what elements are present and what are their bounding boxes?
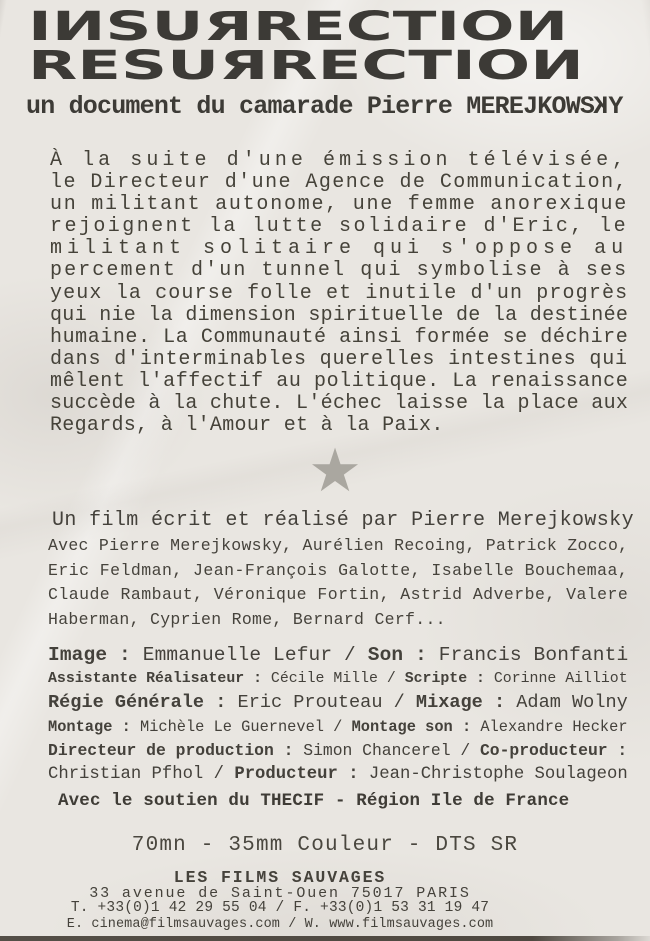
credits-line <box>48 715 628 739</box>
synopsis-line: militant solitaire qui s'oppose au <box>50 237 629 261</box>
phone-fax-line: T. +33(0)1 42 29 55 04 / F. +33(0)1 53 31 19 47 <box>70 900 490 917</box>
credit-name: Eric Prouteau / <box>226 691 416 713</box>
subtitle-text: un document du camarade Pierre MEREJKOWS <box>26 92 595 121</box>
synopsis-line: humaine. La Communauté ainsi formée se déchire <box>50 325 629 349</box>
credit-name: Corinne Ailliot <box>484 670 628 687</box>
cast-line: Haberman, Cyprien Rome, Bernard Cerf... <box>48 610 446 629</box>
credits-line <box>48 667 628 691</box>
credit-role-label: Assistante Réalisateur : <box>48 670 263 687</box>
credit-name: Emmanuelle Lefur / <box>130 643 368 666</box>
credit-name: Simon Chancerel / <box>293 740 480 760</box>
synopsis-line: un militant autonome, une femme anorexique <box>50 193 629 217</box>
synopsis-line: succède à la chute. L'échec laisse la place aux <box>50 392 629 416</box>
support-line: Avec le soutien du THECIF - Région Ile de France <box>58 791 570 812</box>
directed-by-text: Un film écrit et réalisé par Pierre Merejkowsky <box>52 509 634 533</box>
cast-line: Eric Feldman, Jean-François Galotte, Isabelle Bouchemaa, <box>48 560 629 580</box>
subtitle-text-end: Y <box>608 92 623 121</box>
synopsis-line: À la suite d'une émission télévisée, <box>50 149 629 172</box>
synopsis-line: dans d'interminables querelles intestines qui <box>50 347 628 371</box>
credit-role-label: Scripte : <box>404 670 485 687</box>
credit-name: Christian Pfhol / <box>48 765 235 785</box>
synopsis-line: qui nie la dimension spirituelle de la destinée <box>50 303 629 327</box>
credits-line <box>48 643 628 667</box>
cast-list <box>48 534 628 632</box>
footer-contact-block <box>0 870 560 932</box>
synopsis-line: Regards, à l'Amour et à la Paix. <box>50 414 444 438</box>
credits-line <box>48 739 628 763</box>
credit-role-label: Régie Générale : <box>48 691 227 713</box>
credit-role-label: Montage son : <box>351 717 472 736</box>
credit-name: Alexandre Hecker <box>471 717 628 736</box>
star-icon: ★ <box>308 436 362 507</box>
scan-bottom-edge <box>0 936 650 941</box>
technical-credits <box>48 643 628 788</box>
cast-line: Avec Pierre Merejkowsky, Aurélien Recoing, Patrick Zocco, <box>48 536 629 556</box>
synopsis-line: rejoignent la lutte solidaire d'Eric, le <box>50 215 629 239</box>
subtitle-mirrored-letter: K <box>594 92 609 121</box>
credits-line <box>48 763 628 787</box>
company-name: LES FILMS SAUVAGES <box>173 868 387 888</box>
cast-line: Claude Rambaut, Véronique Fortin, Astrid Adverbe, Valere <box>48 585 629 605</box>
directed-by-line <box>52 509 634 533</box>
credit-role-label: Image : <box>48 643 131 666</box>
synopsis-line: le Directeur d'une Agence de Communication, <box>50 171 629 195</box>
company-address: 33 avenue de Saint-Ouen 75017 PARIS <box>89 885 471 903</box>
film-title-line1-text: IИSUЯRECTIOИ <box>28 4 569 50</box>
synopsis-line: percement d'un tunnel qui symbolise à ses <box>50 259 629 283</box>
credit-name: Cécile Mille / <box>262 670 405 687</box>
credit-role-label: Co-producteur : <box>479 740 628 760</box>
film-title-line2-text: RESUЯRECTIOИ <box>28 43 584 89</box>
credit-role-label: Directeur de production : <box>48 740 294 760</box>
film-subtitle <box>26 92 650 122</box>
film-title-line1 <box>28 4 650 50</box>
star-divider <box>0 436 650 507</box>
film-title-line2 <box>28 43 650 89</box>
credit-role-label: Mixage : <box>415 691 506 713</box>
email-web-line: E. cinema@filmsauvages.com / W. www.filmsauvages.com <box>66 916 494 932</box>
synopsis-paragraph <box>50 150 628 437</box>
credit-role-label: Producteur : <box>234 765 359 785</box>
credit-name: Michèle Le Guernevel / <box>130 717 352 736</box>
film-title <box>28 0 650 89</box>
credit-name: Jean-Christophe Soulageon <box>358 765 628 785</box>
credit-name: Francis Bonfanti <box>426 643 629 666</box>
synopsis-line: mêlent l'affectif au politique. La renaissance <box>50 369 629 393</box>
credits-line <box>48 691 628 715</box>
credit-role-label: Son : <box>367 643 427 666</box>
format-line: 70mn - 35mm Couleur - DTS SR <box>131 834 519 858</box>
synopsis-line: yeux la course folle et inutile d'un progrès <box>50 281 629 305</box>
credit-role-label: Montage : <box>48 717 131 736</box>
credit-name: Adam Wolny <box>505 691 628 713</box>
